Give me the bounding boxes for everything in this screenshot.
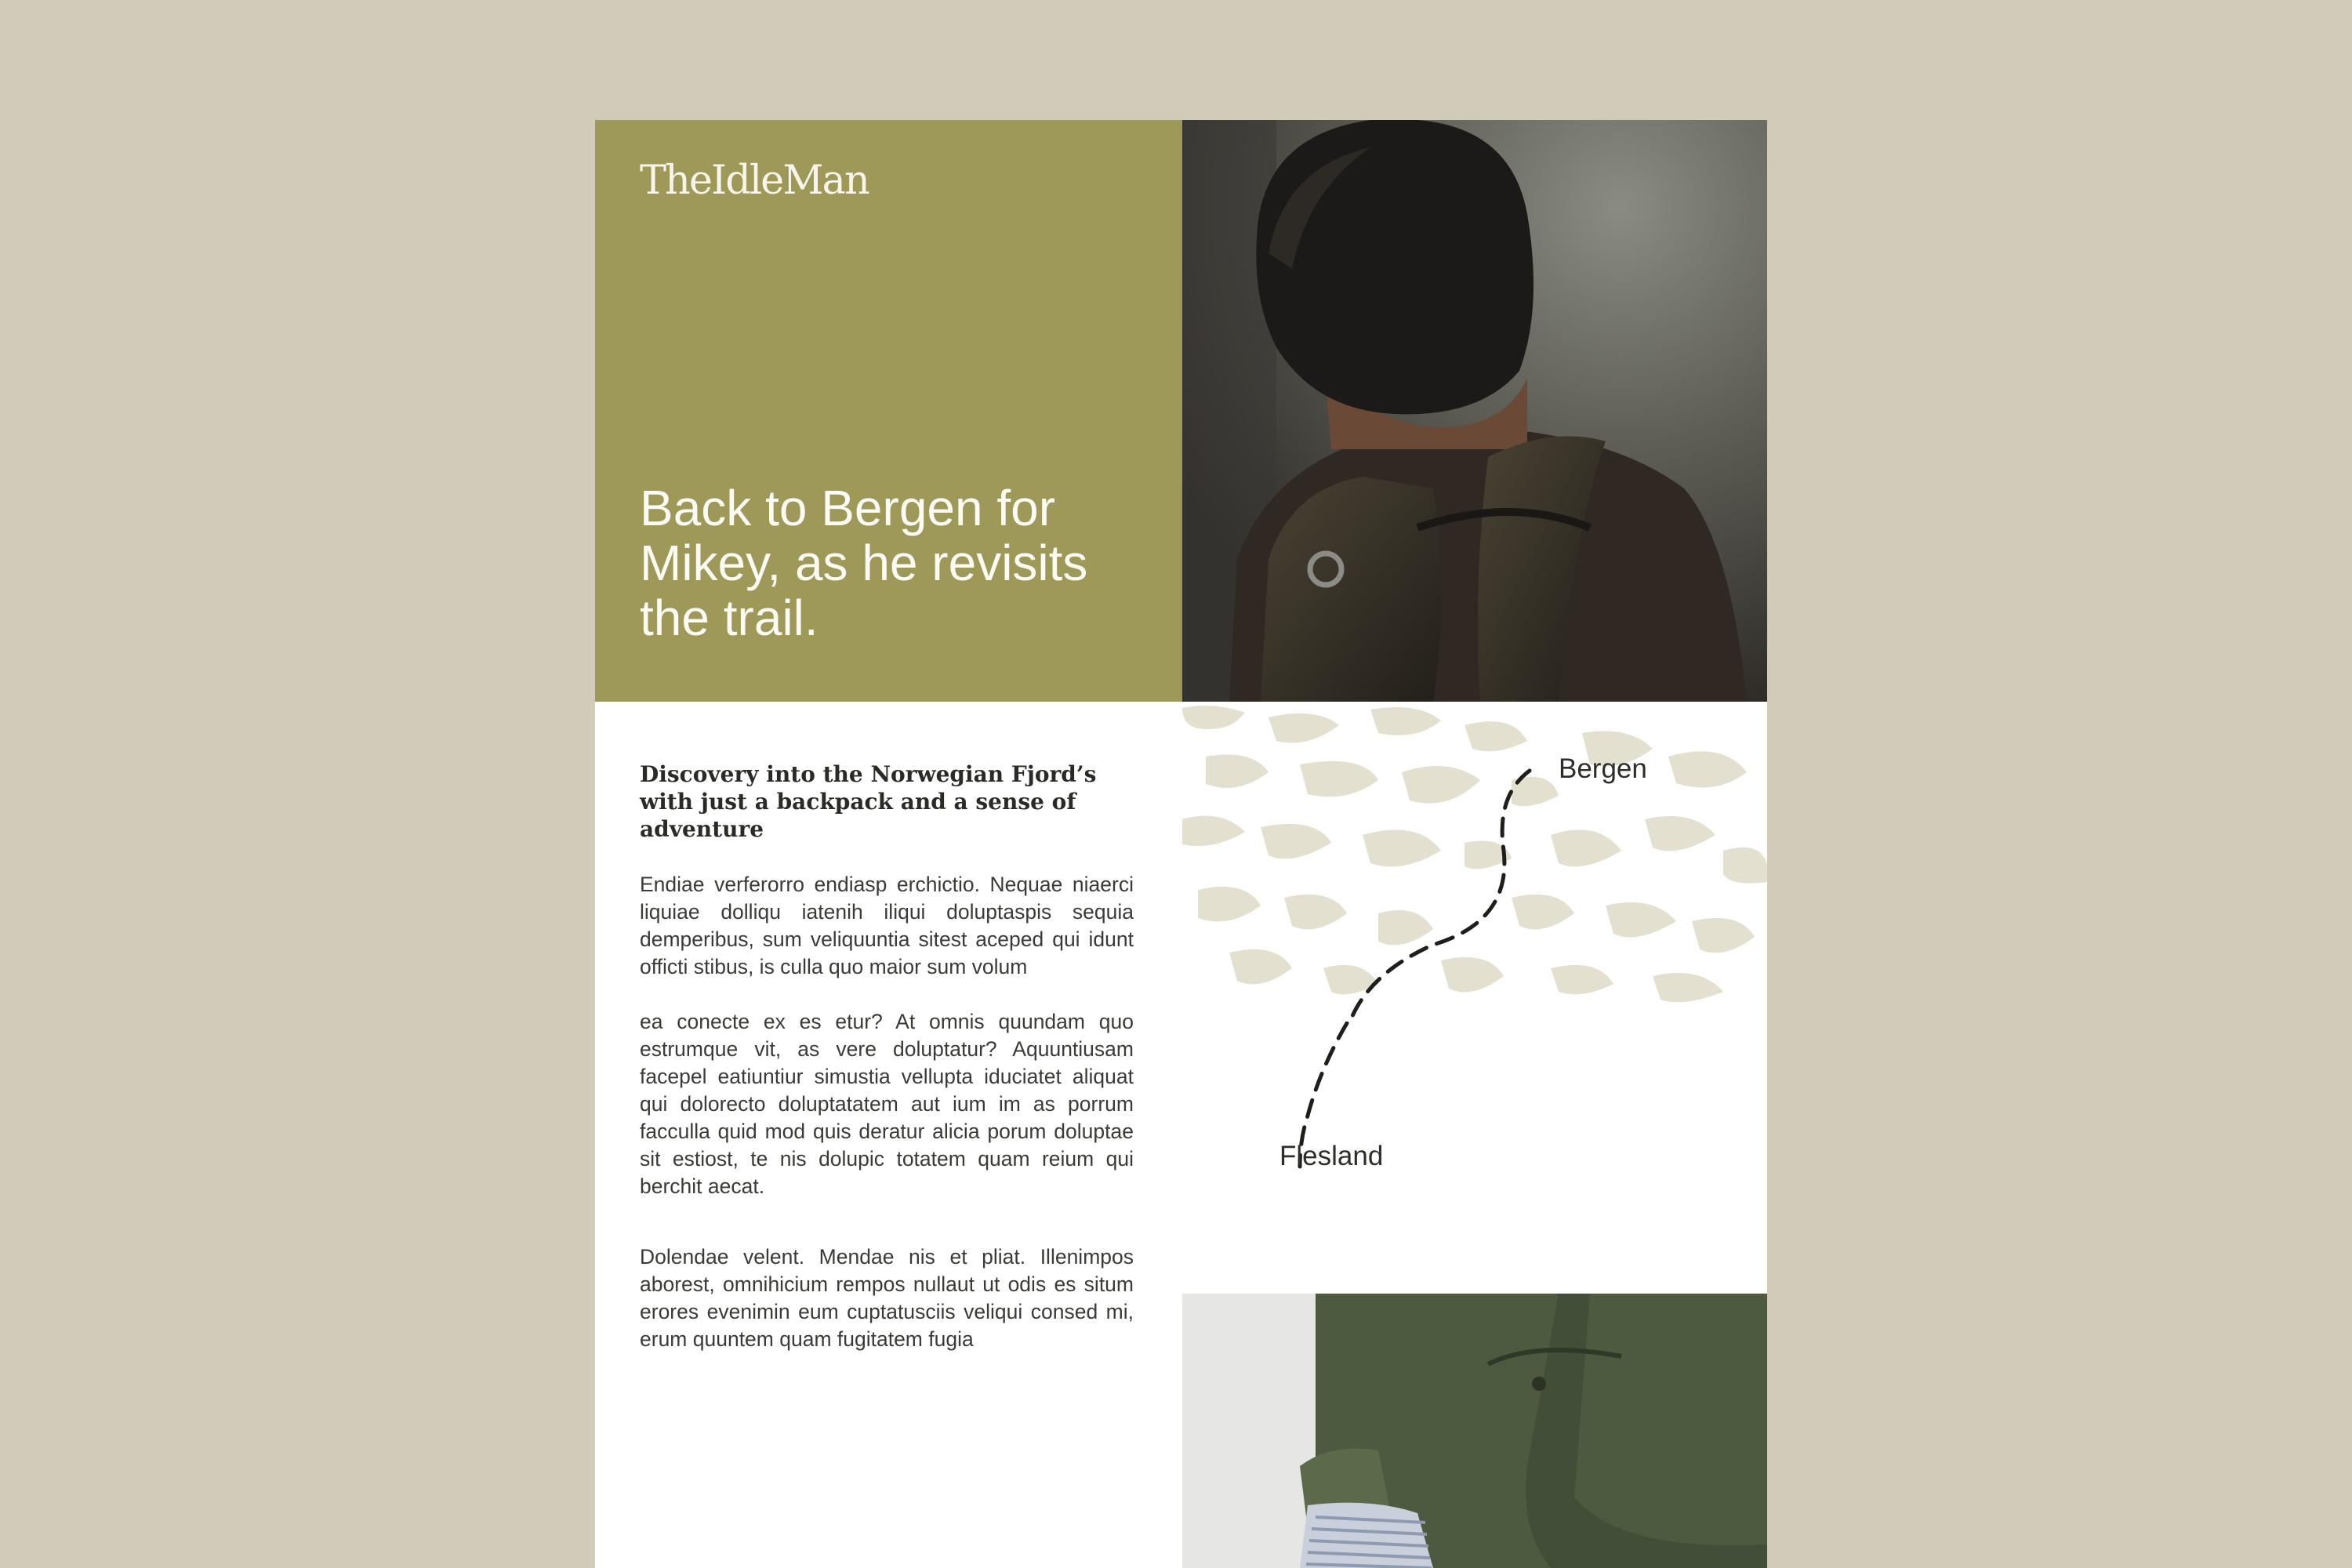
brand-logo: TheIdleMan	[640, 158, 869, 204]
jacket-photo	[1182, 1294, 1767, 1568]
map-texture	[1182, 706, 1767, 1002]
hero-panel	[595, 120, 1182, 702]
headline: Back to Bergen for Mikey, as he revisits the trail.	[640, 480, 1088, 646]
route-map	[1182, 702, 1767, 1023]
body-paragraph: Dolendae velent. Mendae nis et pliat. Illenimpos aborest, omnihicium rempos nullaut ut odis es situm erores evenimin eum cuptatusciis veliqui consed mi, erum quuntem quam fugitatem fugia	[640, 1245, 1134, 1351]
brochure-page	[595, 120, 1767, 1568]
body-paragraph: Endiae verferorro endiasp erchictio. Nequae niaerci liquiae dolliqu iatenih iliqui doluptaspis sequia demperibus, sum veliquuntia sitest aceped qui idunt officti stibus, is culla quo maior sum volum	[640, 873, 1134, 978]
map-label-flesland: Flesland	[1279, 1141, 1384, 1171]
route-line-lower	[1182, 1022, 1767, 1241]
map-label-bergen: Bergen	[1559, 753, 1647, 784]
backpacker-photo	[1182, 120, 1767, 702]
body-paragraph: ea conecte ex es etur? At omnis quundam quo estrumque vit, as vere doluptatur? Aquuntiusam facepel eatiuntiur simustia vellupta iduciatet aliquat qui dolorecto doluptatatem aut ium im as porrum facculla quid mod quis deratur alicia porum doluptae sit estiost, te nis dolupic totatem quam reium qui berchit aecat.	[640, 1010, 1134, 1198]
article-subhead: Discovery into the Norwegian Fjord’s with just a backpack and a sense of adventure	[640, 761, 1097, 842]
route-line	[1347, 771, 1530, 1023]
